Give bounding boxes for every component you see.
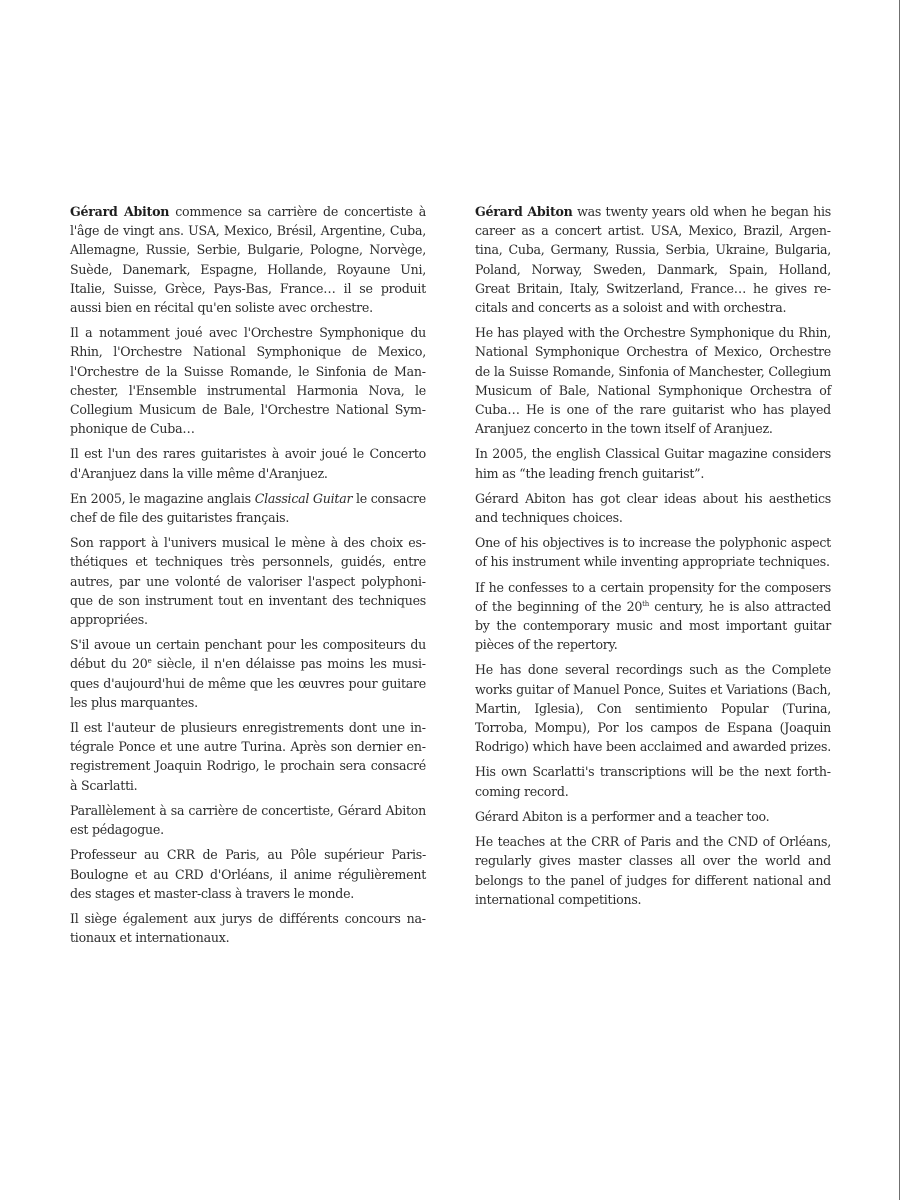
en-paragraph-objectives: One of his objectives is to increase the polyphonic aspect of his instrument while inventing appropriate techniques. — [475, 535, 831, 570]
fr-magazine-title: Classical Guitar — [254, 490, 353, 506]
en-paragraph-performer: Gérard Abiton is a performer and a teacher too. — [475, 808, 770, 824]
en-paragraph-ideas: Gérard Abiton has got clear ideas about his aesthetics and techniques choices. — [475, 490, 831, 526]
en-paragraph-intro: Gérard Abiton was twenty years old when he began his career as a concert artist. USA, Mexico, Brazil, Argentina, Cuba, Germany, Russia, Serbia, Ukraine, Bulgaria, Poland, Norway, Sweden, Danmark, Spain, Holland, Great Britain, Italy, Switzerland, France… he gives recitals and concerts as a soloist and with orchestra. — [475, 204, 831, 316]
fr-paragraph-magazine: En 2005, le magazine anglais Classical Guitar le consacre chef de file des guitaristes français. — [70, 490, 426, 526]
fr-paragraph-teacher: Parallèlement à sa carrière de concertiste, Gérard Abiton est pédagogue. — [70, 802, 426, 838]
fr-paragraph-aranjuez: Il est l'un des rares guitaristes à avoir joué le Concerto d'Aranjuez dans la ville même d'Aranjuez. — [70, 446, 426, 481]
en-paragraph-teaching: He teaches at the CRR of Paris and the CND of Orléans, regularly gives master classes all over the world and belongs to the panel of judges for different national and international competitions. — [475, 834, 831, 907]
en-paragraph-scarlatti: His own Scarlatti's transcriptions will be the next forthcoming record. — [475, 764, 831, 799]
fr-paragraph-juries: Il siège également aux jurys de différents concours nationaux et internationaux. — [70, 910, 426, 946]
fr-paragraph-aesthetics: Son rapport à l'univers musical le mène à des choix esthétiques et techniques très personnels, guidés, entre autres, par une volonté de valoriser l'aspect polyphonique de son instrument tout en inventant des techniques appropriées. — [70, 535, 426, 628]
en-paragraph-composers: If he confesses to a certain propensity for the composers of the beginning of the 20th century, he is also attracted by the contemporary music and most important guitar pièces of the repertory. — [475, 579, 831, 653]
en-paragraph-recordings: He has done several recordings such as the Complete works guitar of Manuel Ponce, Suites et Variations (Bach, Martin, Iglesia), Con sentimiento Popular (Turina, Torroba, Mompu), Por los campos de Espana (Joaquin Rodrigo) which have been acclaimed and awarded prizes. — [475, 662, 831, 755]
fr-paragraph-orchestras: Il a notamment joué avec l'Orchestre Symphonique du Rhin, l'Orchestre National Symphonique de Mexico, l'Orchestre de la Suisse Romande, le Sinfonia de Manchester, l'Ensemble instrumental Harmonia Nova, le Collegium Musicum de Bale, l'Orchestre National Symphonique de Cuba… — [70, 325, 426, 437]
fr-artist-name: Gérard Abiton — [70, 204, 170, 219]
en-paragraph-orchestras: He has played with the Orchestre Symphonique du Rhin, National Symphonique Orchestra of Mexico, Orchestre de la Suisse Romande, Sinfonia of Manchester, Collegium Musicum of Bale, National Symphonique Orchestra of Cuba… He is one of the rare guitarist who has played Aranjuez concerto in the town itself of Aranjuez. — [475, 325, 831, 437]
english-column — [475, 202, 831, 915]
en-artist-name: Gérard Abiton — [475, 204, 573, 219]
french-column — [70, 202, 426, 953]
fr-paragraph-professor: Professeur au CRR de Paris, au Pôle supérieur Paris-Boulogne et au CRD d'Orléans, il anime régulièrement des stages et master-class à travers le monde. — [70, 847, 426, 901]
fr-paragraph-composers: S'il avoue un certain penchant pour les compositeurs du début du 20e siècle, il n'en délaisse pas moins les musiques d'aujourd'hui de même que les œuvres pour guitare les plus marquantes. — [70, 637, 427, 710]
en-paragraph-magazine: In 2005, the english Classical Guitar magazine considers him as “the leading french guitarist”. — [475, 446, 831, 481]
fr-paragraph-intro: Gérard Abiton commence sa carrière de concertiste à l'âge de vingt ans. USA, Mexico, Brésil, Argentine, Cuba, Allemagne, Russie, Serbie, Bulgarie, Pologne, Norvège, Suède, Danemark, Espagne, Hollande, Royaune Uni, Italie, Suisse, Grèce, Pays-Bas, France… il se produit aussi bien en récital qu'en soliste avec orchestre. — [70, 204, 427, 316]
fr-paragraph-recordings: Il est l'auteur de plusieurs enregistrements dont une intégrale Ponce et une autre Turina. Après son dernier enregistrement Joaquin Rodrigo, le prochain sera consacré à Scarlatti. — [70, 720, 426, 793]
